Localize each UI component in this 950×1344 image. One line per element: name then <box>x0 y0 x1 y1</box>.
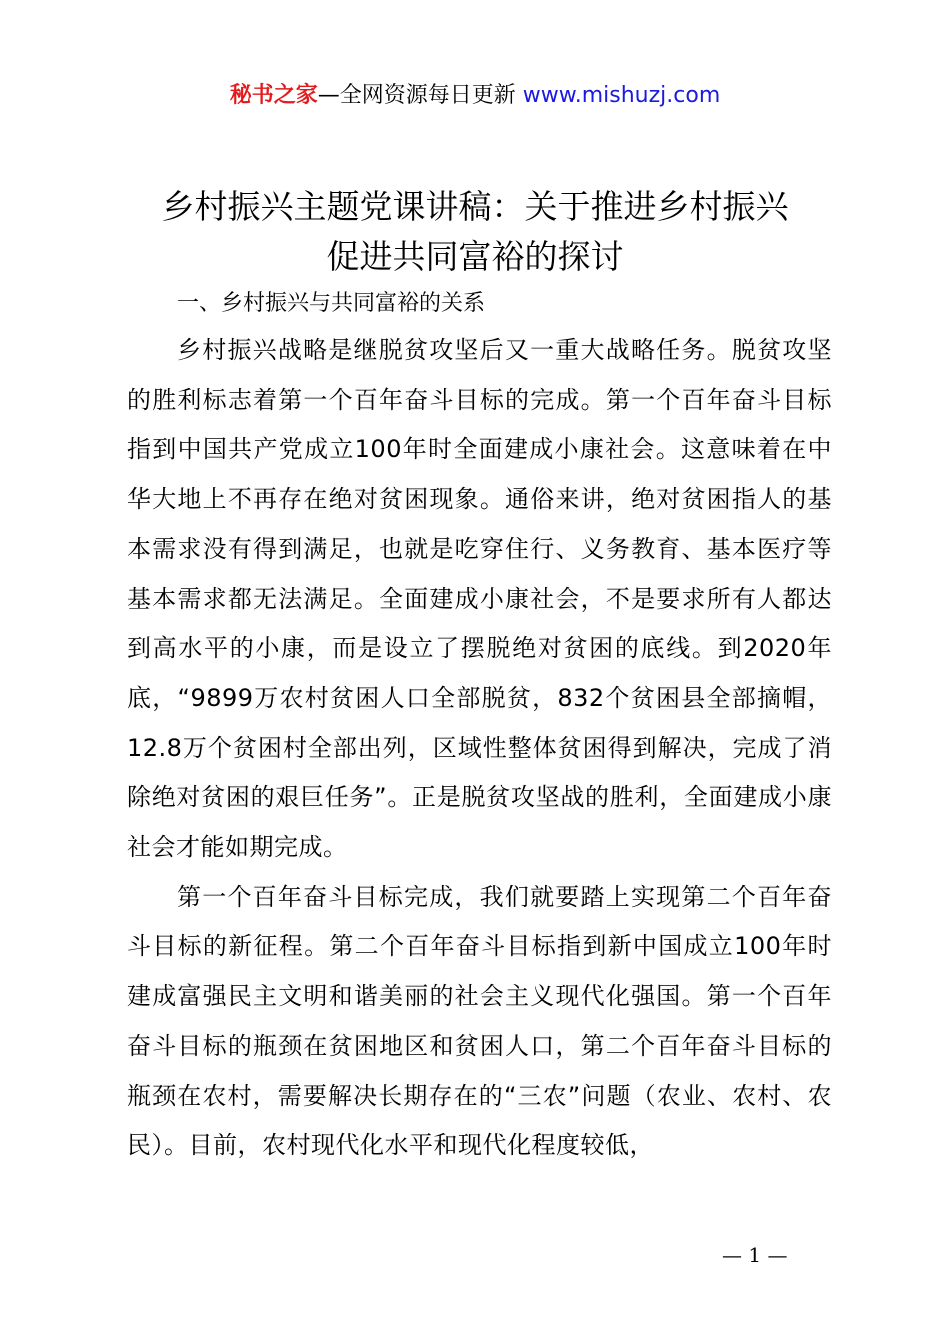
title-line-1: 乡村振兴主题党课讲稿：关于推进乡村振兴 <box>161 187 789 226</box>
title-line-2: 促进共同富裕的探讨 <box>326 237 624 276</box>
header-tagline: —全网资源每日更新 <box>317 83 516 108</box>
site-url-link[interactable]: www.mishuzj.com <box>522 83 721 108</box>
body-paragraph-1: 乡村振兴战略是继脱贫攻坚后又一重大战略任务。脱贫攻坚的胜利标志着第一个百年奋斗目标的完成。第一个百年奋斗目标指到中国共产党成立100年时全面建成小康社会。这意味着在中华大地上不再存在绝对贫困现象。通俗来讲，绝对贫困指人的基本需求没有得到满足，也就是吃穿住行、义务教育、基本医疗等基本需求都无法满足。全面建成小康社会，不是要求所有人都达到高水平的小康，而是设立了摆脱绝对贫困的底线。到2020年底，“9899万农村贫困人口全部脱贫，832个贫困县全部摘帽，12.8万个贫困村全部出列，区域性整体贫困得到解决，完成了消除绝对贫困的艰巨任务”。正是脱贫攻坚战的胜利，全面建成小康社会才能如期完成。 <box>127 336 832 862</box>
section-heading: 一、乡村振兴与共同富裕的关系 <box>177 291 486 316</box>
site-header <box>0 80 950 112</box>
brand-name: 秘书之家 <box>229 83 318 108</box>
body-paragraph-2: 第一个百年奋斗目标完成，我们就要踏上实现第二个百年奋斗目标的新征程。第二个百年奋斗目标指到新中国成立100年时建成富强民主文明和谐美丽的社会主义现代化强国。第一个百年奋斗目标的瓶颈在贫困地区和贫困人口，第二个百年奋斗目标的瓶颈在农村，需要解决长期存在的“三农”问题（农业、农村、农民）。目前，农村现代化水平和现代化程度较低， <box>127 882 832 1160</box>
document-body <box>127 282 832 1171</box>
document-title <box>0 182 950 282</box>
page-number: — 1 — <box>722 1243 788 1267</box>
